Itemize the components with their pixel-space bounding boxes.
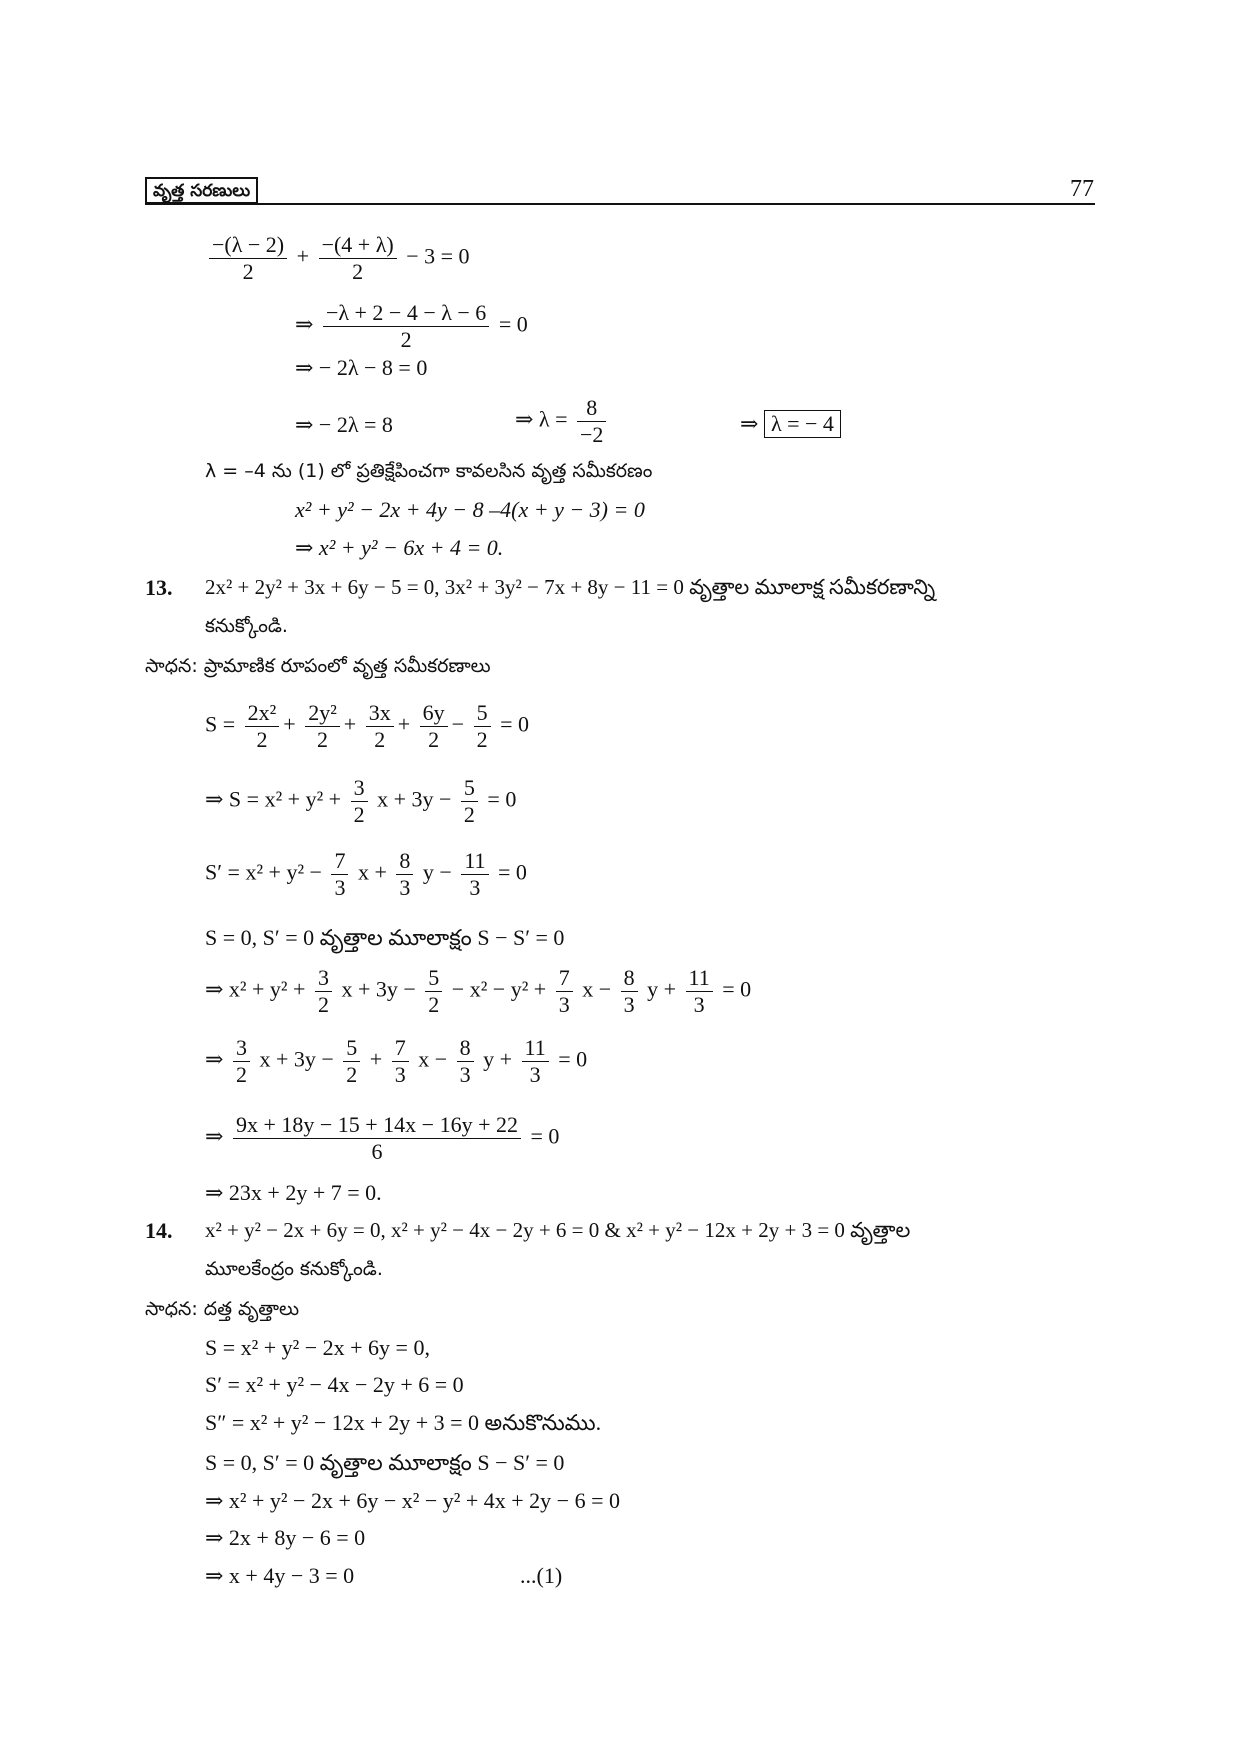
numerator: 3 [351,775,368,802]
denominator: 2 [400,327,412,352]
equation-part: = 0 [722,976,752,1002]
denominator: 2 [352,259,364,284]
equation-part: + [369,1046,383,1072]
equation-line-1 [205,232,470,285]
fraction [461,775,478,828]
question-text-cont: కనుక్కోండి. [205,615,288,637]
solution-intro: ప్రామాణిక రూపంలో వృత్త సమీకరణాలు [203,655,491,677]
radical-axis-statement: S = 0, S′ = 0 వృత్తాల మూలాక్షం S − S′ = 0 [205,1450,565,1475]
fraction [351,775,368,828]
radical-step-2 [205,1035,587,1088]
fraction [343,1035,360,1088]
fraction [331,848,348,901]
implies-symbol: ⇒ [205,1046,224,1072]
fraction [323,300,489,353]
solution-intro: దత్త వృత్తాలు [203,1298,300,1320]
question-text: x² + y² − 2x + 6y = 0, x² + y² − 4x − 2y + 6 = 0 & x² + y² − 12x + 2y + 3 = 0 వృత్తాల [205,1218,911,1242]
fraction [522,1035,549,1088]
equation-part: − x² − y² + [451,976,547,1002]
equation-reference: ...(1) [520,1563,563,1588]
simplified-equation: ⇒ x² + y² − 6x + 4 = 0. [295,535,504,560]
solution-label: సాధన: [145,655,198,677]
radical-step-3 [205,1112,559,1165]
fraction [305,700,340,753]
radical-step-3: ⇒ x + 4y − 3 = 0 [205,1563,355,1588]
denominator: 6 [371,1139,383,1164]
radical-axis-result: ⇒ 23x + 2y + 7 = 0. [205,1180,382,1205]
fraction [319,232,397,285]
equation-part: S′ = x² + y² − [205,859,322,885]
equation-part: x + [357,859,387,885]
page-number: 77 [1070,176,1094,202]
equation-part: y + [647,976,677,1002]
question-number: 14. [145,1218,173,1243]
equation-line-4c [740,410,841,438]
denominator: 2 [235,1062,247,1087]
denominator: 3 [558,992,570,1017]
denominator: 3 [399,875,411,900]
fraction [233,1112,521,1165]
boxed-result: λ = − 4 [764,410,841,438]
s-prime-equation [205,848,527,901]
denominator: 3 [693,992,705,1017]
lambda-expression: ⇒ λ = [515,406,568,432]
operator: + [296,243,310,269]
radical-step-2: ⇒ 2x + 8y − 6 = 0 [205,1525,366,1550]
denominator: 2 [317,992,329,1017]
denominator: 2 [242,259,254,284]
numerator: 8 [621,965,638,992]
numerator: 11 [461,848,488,875]
fraction [366,700,394,753]
radical-step-1: ⇒ x² + y² − 2x + 6y − x² − y² + 4x + 2y − 6 = 0 [205,1488,620,1513]
fraction [425,965,442,1018]
equation-part: x + 3y − [259,1046,334,1072]
denominator: 2 [374,727,386,752]
implies-symbol: ⇒ [295,311,314,337]
numerator: 5 [343,1035,360,1062]
denominator: 2 [256,727,268,752]
question-text: 2x² + 2y² + 3x + 6y − 5 = 0, 3x² + 3y² − 7x + 8y − 11 = 0 వృత్తాల మూలాక్ష సమీకరణాన్ని [205,575,936,599]
equation-part: x + 3y − [377,786,452,812]
equation-part: = 0 [487,786,517,812]
numerator: −(λ − 2) [209,232,287,259]
header-rule [145,203,1095,205]
fraction [457,1035,474,1088]
fraction [420,700,448,753]
denominator: 2 [428,992,440,1017]
equation-part: x − [582,976,612,1002]
equation-line-4a: ⇒ − 2λ = 8 [295,412,393,437]
substituted-equation: x² + y² − 2x + 4y − 8 –4(x + y − 3) = 0 [295,497,645,522]
numerator: 2y² [305,700,340,727]
equation-part: y − [422,859,452,885]
fraction [474,700,491,753]
numerator: −λ + 2 − 4 − λ − 6 [323,300,489,327]
equation-part: = 0 [558,1046,588,1072]
fraction [686,965,713,1018]
denominator: 3 [469,875,481,900]
circle-s-double-prime: S″ = x² + y² − 12x + 2y + 3 = 0 అనుకొనుము. [205,1410,602,1435]
denominator: 3 [394,1062,406,1087]
denominator: 3 [334,875,346,900]
question-text-cont: మూలకేంద్రం కనుక్కోండి. [205,1258,383,1280]
implies-symbol: ⇒ [205,1123,224,1149]
s-equation-2 [205,775,516,828]
numerator: 7 [556,965,573,992]
equation-part: x − [418,1046,448,1072]
equation-line-3: ⇒ − 2λ − 8 = 0 [295,355,428,380]
s-equation-1: S = $\frac{\text{2x²}}{2}$ + $\frac{\text{2y²}}{2}$ + $\frac{3x}{2}$ + $\frac{6y}{2}$ − $\frac{5}{2}$ = 0 [205,700,529,752]
radical-step-1 [205,965,751,1018]
numerator: 5 [474,700,491,727]
denominator: −2 [580,422,604,447]
denominator: 3 [529,1062,541,1087]
chapter-title: వృత్త సరణులు [145,177,258,204]
equation-part: y + [483,1046,513,1072]
question-number: 13. [145,575,173,600]
fraction [577,395,606,448]
equation-part: = 0 [530,1123,560,1149]
fraction [209,232,287,285]
denominator: 2 [346,1062,358,1087]
denominator: 2 [463,802,475,827]
fraction [245,700,280,753]
equation-part: ⇒ x² + y² + [205,976,306,1002]
equation-line-4b [515,395,610,448]
fraction [315,965,332,1018]
numerator: 6y [420,700,448,727]
numerator: 5 [461,775,478,802]
equation-rest: = 0 [498,311,528,337]
denominator: 3 [623,992,635,1017]
fraction [556,965,573,1018]
numerator: 3 [233,1035,250,1062]
fraction [461,848,488,901]
equation-rest: = 0 [500,711,529,737]
circle-s: S = x² + y² − 2x + 6y = 0, [205,1335,430,1360]
numerator: 7 [331,848,348,875]
equation-part: = 0 [498,859,527,885]
numerator: 8 [396,848,413,875]
solution-heading [145,655,491,682]
fraction [396,848,413,901]
fraction [392,1035,409,1088]
denominator: 2 [428,727,440,752]
implies-symbol: ⇒ [740,411,759,436]
numerator: 5 [425,965,442,992]
equation-part: x + 3y − [341,976,416,1002]
numerator: 2x² [245,700,280,727]
equation-part: ⇒ S = x² + y² + [205,786,342,812]
radical-axis-statement: S = 0, S′ = 0 వృత్తాల మూలాక్షం S − S′ = 0 [205,925,565,950]
numerator: 8 [577,395,606,422]
denominator: 2 [353,802,365,827]
denominator: 2 [316,727,328,752]
equation-label: S = [205,711,236,737]
solution-heading [145,1298,299,1325]
numerator: 11 [686,965,713,992]
numerator: 11 [522,1035,549,1062]
numerator: 8 [457,1035,474,1062]
numerator: 7 [392,1035,409,1062]
equation-rest: − 3 = 0 [406,243,470,269]
numerator: −(4 + λ) [319,232,397,259]
substitution-text: λ = –4 ను (1) లో ప్రతిక్షేపించగా కావలసిన వృత్త సమీకరణం [205,460,653,482]
fraction [621,965,638,1018]
equation-line-2 [295,300,528,353]
numerator: 3x [366,700,394,727]
denominator: 3 [459,1062,471,1087]
circle-s-prime: S′ = x² + y² − 4x − 2y + 6 = 0 [205,1372,464,1397]
fraction [233,1035,250,1088]
numerator: 9x + 18y − 15 + 14x − 16y + 22 [233,1112,521,1139]
denominator: 2 [476,727,488,752]
numerator: 3 [315,965,332,992]
solution-label: సాధన: [145,1298,198,1320]
